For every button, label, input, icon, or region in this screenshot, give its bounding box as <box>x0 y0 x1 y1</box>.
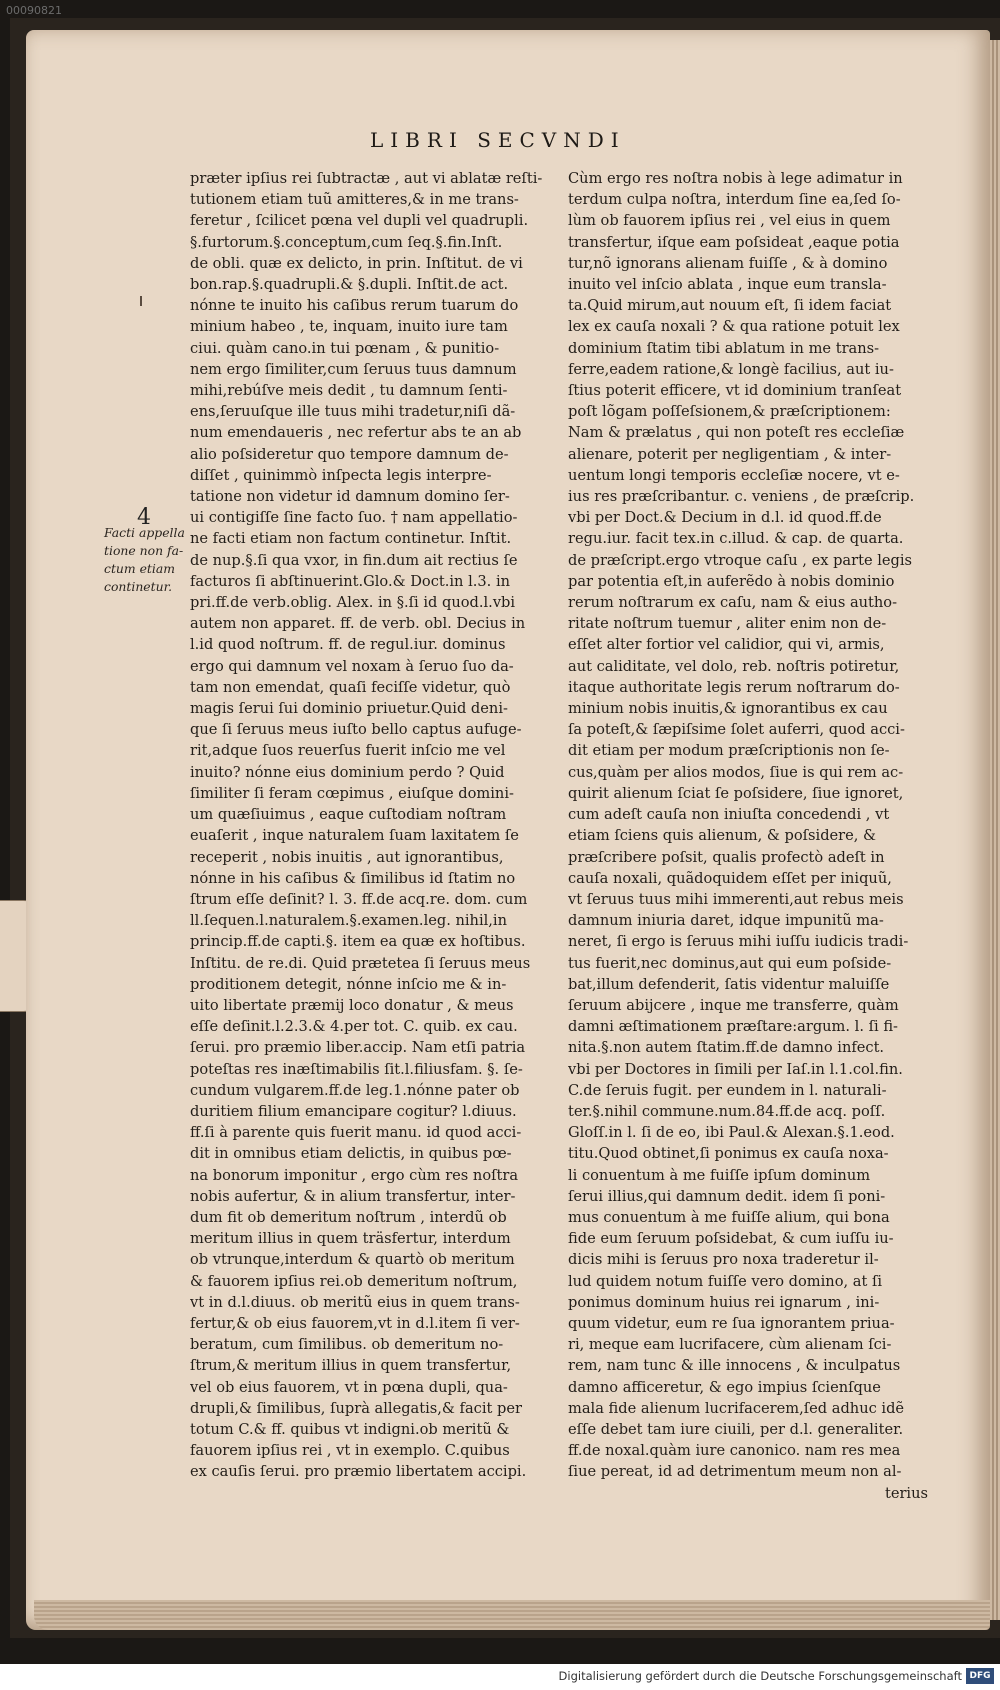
margin-note-line: Facti appella <box>104 525 185 540</box>
text-line: autem non apparet. ff. de verb. obl. Decius in <box>190 615 526 633</box>
text-line: terdum culpa noſtra, interdum ſine ea,ſed ſo- <box>568 191 901 209</box>
text-line: dicis mihi is ſeruus pro noxa traderetur il- <box>568 1251 879 1269</box>
text-line: eſſet alter fortior vel calidior, qui vi, armis, <box>568 636 885 654</box>
text-line: nem ergo ſimiliter,cum ſeruus tuus damnum <box>190 360 517 378</box>
left-text-column <box>190 168 548 1483</box>
text-line: ius res præſcribantur. c. veniens , de præſcrip. <box>568 488 915 506</box>
text-line: vbi per Doctores in ſimili per Iaſ.in l.1.col.fin. <box>568 1060 903 1078</box>
text-line: rit,adque ſuos reuerſus fuerit inſcio me vel <box>190 742 506 760</box>
text-line: que ſi ſeruus meus iuſto bello captus aufuge- <box>190 721 522 739</box>
margin-note-line: ctum etiam <box>104 561 175 576</box>
text-line: nobis aufertur, & in alium transfertur, inter- <box>190 1187 516 1205</box>
text-line: tur,nõ ignorans alienam fuiſſe , & à domino <box>568 254 888 272</box>
text-line: & fauorem ipſius rei.ob demeritum noſtrum, <box>190 1272 518 1290</box>
margin-note-line: tione non fa- <box>104 543 184 558</box>
text-line: nita.§.non autem ſtatim.ff.de damno infect. <box>568 1039 885 1057</box>
text-line: lùm ob fauorem ipſius rei , vel eius in quem <box>568 212 891 230</box>
text-line: fertur,& ob eius fauorem,vt in d.l.item ſi ver- <box>190 1314 520 1332</box>
text-line: etiam ſciens quis alienum, & poſsidere, & <box>568 827 877 845</box>
text-line: eſſe debet tam iure ciuili, per d.l. generaliter. <box>568 1420 904 1438</box>
text-line: cundum vulgarem.ff.de leg.1.nónne pater ob <box>190 1081 520 1099</box>
text-line: ex cauſis ſerui. pro præmio libertatem accipi. <box>190 1463 527 1481</box>
text-line: duritiem filium emancipare cogitur? l.diuus. <box>190 1102 517 1120</box>
text-line: cus,quàm per alios modos, ſiue is qui rem ac- <box>568 763 904 781</box>
scan-id: 00090821 <box>6 4 62 17</box>
footer-credit: Digitalisierung gefördert durch die Deutsche Forschungsgemeinschaft <box>558 1669 962 1683</box>
text-line: magis ſerui ſui dominio priuetur.Quid deni- <box>190 700 508 718</box>
text-line: dominium ſtatim tibi ablatum in me trans- <box>568 339 880 357</box>
text-line: ff.ſi à parente quis fuerit manu. id quod acci- <box>190 1124 522 1142</box>
text-line: uito libertate præmij loco donatur , & meus <box>190 996 514 1014</box>
text-line: ſtrum eſſe deſinit? l. 3. ff.de acq.re. dom. cum <box>190 890 528 908</box>
text-line: quum videtur, eum re ſua ignorantem priua- <box>568 1314 895 1332</box>
text-line: beratum, cum ſimilibus. ob demeritum no- <box>190 1336 504 1354</box>
text-line: nónne te inuito his caſibus rerum tuarum do <box>190 297 519 315</box>
text-line: totum C.& ff. quibus vt indigni.ob meritũ & <box>190 1420 510 1438</box>
text-line: dum fit ob demeritum noſtrum , interdũ ob <box>190 1208 507 1226</box>
text-line: ſtrum,& meritum illius in quem transfertur, <box>190 1357 512 1375</box>
text-line: meritum illius in quem träsfertur, interdum <box>190 1230 511 1248</box>
text-line: tutionem etiam tuũ amitteres,& in me trans- <box>190 191 519 209</box>
text-line: ſtius poterit efficere, vt id dominium tranſeat <box>568 382 902 400</box>
text-line: Inſtitu. de re.di. Quid prætetea ſi ſeruus meus <box>190 954 531 972</box>
text-line: num emendaueris , nec refertur abs te an ab <box>190 424 522 442</box>
text-line: ſerui. pro præmio liber.accip. Nam etſi patria <box>190 1039 526 1057</box>
text-line: §.furtorum.§.conceptum,cum ſeq.§.fin.Inſt. <box>190 233 503 251</box>
text-line: quirit alienum ſciat ſe poſsidere, ſiue ignoret, <box>568 784 904 802</box>
text-line: vt in d.l.diuus. ob meritũ eius in quem trans- <box>190 1293 520 1311</box>
text-line: facturos ſi abſtinuerint.Glo.& Doct.in l.3. in <box>190 572 511 590</box>
text-line: minium habeo , te, inquam, inuito iure tam <box>190 318 508 336</box>
text-line: ciui. quàm cano.in tui pœnam , & punitio- <box>190 339 500 357</box>
text-line: receperit , nobis inuitis , aut ignorantibus, <box>190 848 504 866</box>
text-line: dit etiam per modum præſcriptionis non ſe- <box>568 742 890 760</box>
text-line: vel ob eius fauorem, vt in pœna dupli, qua- <box>190 1378 508 1396</box>
text-line: de obli. quæ ex delicto, in prin. Inſtitut. de vi <box>190 254 523 272</box>
text-line: regu.iur. facit tex.in c.illud. & cap. de quarta. <box>568 530 904 548</box>
text-line: damni æſtimationem præſtare:argum. l. ſi fi- <box>568 1018 898 1036</box>
text-line: euaſerit , inque naturalem ſuam laxitatem ſe <box>190 827 519 845</box>
margin-note <box>104 524 194 596</box>
text-line: l.id quod noſtrum. ff. de regul.iur. dominus <box>190 636 506 654</box>
text-line: pri.ff.de verb.oblig. Alex. in §.ſi id quod.l.vbi <box>190 594 516 612</box>
text-line: ponimus dominum huius rei ignarum , ini- <box>568 1293 880 1311</box>
text-line: Gloſſ.in l. ſi de eo, ibi Paul.& Alexan.§.1.eod. <box>568 1124 895 1142</box>
text-line: Cùm ergo res noſtra nobis à lege adimatur in <box>568 170 903 187</box>
text-line: fauorem ipſius rei , vt in exemplo. C.quibus <box>190 1442 510 1460</box>
text-line: ſerui illius,qui damnum dedit. idem ſi poni- <box>568 1187 886 1205</box>
text-line: poteſtas res inæſtimabilis ſit.l.filiusfam. §. ſe- <box>190 1060 523 1078</box>
text-line: inuito vel inſcio ablata , inque eum transla- <box>568 276 887 294</box>
footer-bar <box>0 1664 1000 1690</box>
text-line: Nam & prælatus , qui non poteſt res eccleſiæ <box>568 424 905 442</box>
text-line: præter ipſius rei ſubtractæ , aut vi ablatæ reſti- <box>190 170 543 187</box>
text-line: damno afficeretur, & ego impius ſcienſque <box>568 1378 881 1396</box>
text-line: ſiue pereat, id ad detrimentum meum non al- <box>568 1463 902 1481</box>
text-line: poſt lõgam poſſeſsionem,& præſcriptionem: <box>568 403 891 421</box>
text-line: ll.ſequen.l.naturalem.§.examen.leg. nihil,in <box>190 912 508 930</box>
text-line: proditionem detegit, nónne inſcio me & in- <box>190 975 507 993</box>
catchword: terius <box>884 1484 928 1502</box>
text-line: ſa poteſt,& ſæpiſsime ſolet auferri, quod acci- <box>568 721 905 739</box>
text-line: uentum longi temporis eccleſiæ nocere, vt e- <box>568 466 900 484</box>
text-line: ne facti etiam non factum continetur. Inſtit. <box>190 530 512 548</box>
text-line: par potentia eſt,in auferẽdo à nobis dominio <box>568 572 895 590</box>
text-line: lud quidem notum fuiſſe vero domino, at ſi <box>568 1272 883 1290</box>
text-line: minium nobis inuitis,& ignorantibus ex cau <box>568 700 888 718</box>
text-line: ta.Quid mirum,aut nouum eſt, ſi idem faciat <box>568 297 892 315</box>
text-line: diſſet , quinimmò inſpecta legis interpre- <box>190 466 492 484</box>
text-line: ob vtrunque,interdum & quartò ob meritum <box>190 1251 515 1269</box>
text-line: alio poſsideretur quo tempore damnum de- <box>190 445 509 463</box>
text-line: ergo qui damnum vel noxam à ſeruo ſuo da- <box>190 657 514 675</box>
text-line: præſcribere poſsit, qualis profectò adeſt in <box>568 848 885 866</box>
text-line: fide eum ſeruum poſsidebat, & cum iuſſu iu- <box>568 1230 894 1248</box>
text-line: tus fuerit,nec dominus,aut qui eum poſside- <box>568 954 892 972</box>
text-line: feretur , ſcilicet pœna vel dupli vel quadrupli. <box>190 212 529 230</box>
text-line: ri, meque eam lucrifacere, cùm alienam ſci- <box>568 1336 892 1354</box>
text-line: mus conuentum à me fuiſſe alium, qui bona <box>568 1208 890 1226</box>
text-line: bon.rap.§.quadrupli.& §.dupli. Inſtit.de act. <box>190 276 509 294</box>
text-line: damnum iniuria daret, idque impunitũ ma- <box>568 912 884 930</box>
text-line: nónne in his caſibus & ſimilibus id ſtatim no <box>190 869 516 887</box>
text-line: vbi per Doct.& Decium in d.l. id quod.ff.de <box>568 509 882 527</box>
text-line: mala fide alienum lucrifacerem,ſed adhuc idẽ <box>568 1399 905 1417</box>
text-line: de nup.§.ſi qua vxor, in fin.dum ait rectius ſe <box>190 551 518 569</box>
text-line: um quæſiuimus , eaque cuſtodiam noſtram <box>190 806 507 824</box>
text-line: inuito? nónne eius dominium perdo ? Quid <box>190 763 505 781</box>
text-line: alienare, poterit per negligentiam , & inter- <box>568 445 892 463</box>
text-line: cauſa noxali, quãdoquidem eſſet per iniquũ, <box>568 869 892 887</box>
text-line: de præſcript.ergo vtroque caſu , ex parte legis <box>568 551 913 569</box>
ink-mark <box>140 296 142 306</box>
text-line: dit in omnibus etiam delictis, in quibus pœ- <box>190 1145 512 1163</box>
text-line: drupli,& ſimilibus, ſuprà allegatis,& facit per <box>190 1399 522 1417</box>
text-line: ens,ſeruuſque ille tuus mihi tradetur,niſi dã- <box>190 403 516 421</box>
text-line: ter.§.nihil commune.num.84.ff.de acq. poſſ. <box>568 1102 886 1120</box>
margin-number: 4 <box>137 505 151 530</box>
text-line: tatione non videtur id damnum domino ſer- <box>190 488 510 506</box>
text-line: ſimiliter ſi feram cœpimus , eiuſque domini- <box>190 784 514 802</box>
text-line: eſſe deſinit.l.2.3.& 4.per tot. C. quib. ex cau. <box>190 1018 518 1036</box>
page-stack-bottom <box>34 1600 990 1630</box>
text-line: ui contigiſſe ſine facto ſuo. † nam appellatio- <box>190 509 518 527</box>
text-line: mihi,rebúſve meis dedit , tu damnum ſenti- <box>190 382 508 400</box>
text-line: C.de ſeruis fugit. per eundem in l. naturali- <box>568 1081 887 1099</box>
text-line: ſeruum abijcere , inque me transferre, quàm <box>568 996 899 1014</box>
running-head: LIBRI SECVNDI <box>370 128 626 152</box>
text-line: tam non emendat, quaſi feciſſe videtur, quò <box>190 678 511 696</box>
text-line: ritate noſtrum tuemur , aliter enim non de- <box>568 615 887 633</box>
text-line: li conuentum à me fuiſſe ipſum dominum <box>568 1166 871 1184</box>
text-line: rerum noſtrarum ex caſu, nam & eius autho- <box>568 594 898 612</box>
text-line: princip.ff.de capti.§. item ea quæ ex hoſtibus. <box>190 933 526 951</box>
text-line: aut caliditate, vel dolo, reb. noſtris potiretur, <box>568 657 900 675</box>
text-line: na bonorum imponitur , ergo cùm res noſtra <box>190 1166 519 1184</box>
text-line: bat,illum defenderit, ſatis videntur maluiſſe <box>568 975 890 993</box>
text-line: rem, nam tunc & ille innocens , & inculpatus <box>568 1357 901 1375</box>
text-line: cum adeſt cauſa non iniuſta concedendi , vt <box>568 806 890 824</box>
dfg-logo: DFG <box>966 1668 994 1684</box>
text-line: ff.de noxal.quàm iure canonico. nam res mea <box>568 1442 901 1460</box>
text-line: itaque authoritate legis rerum noſtrarum do- <box>568 678 900 696</box>
text-line: ferre,eadem ratione,& longè facilius, aut iu- <box>568 360 894 378</box>
text-line: vt ſeruus tuus mihi immerenti,aut rebus meis <box>568 890 904 908</box>
right-text-column <box>568 168 928 1504</box>
text-line: lex ex cauſa noxali ? & qua ratione potuit lex <box>568 318 900 336</box>
text-line: titu.Quod obtinet,ſi ponimus ex cauſa noxa- <box>568 1145 889 1163</box>
margin-note-line: continetur. <box>104 579 173 594</box>
text-line: transfertur, iſque eam poſsideat ,eaque potia <box>568 233 900 251</box>
text-line: neret, ſi ergo is ſeruus mihi iuſſu iudicis tradi- <box>568 933 909 951</box>
